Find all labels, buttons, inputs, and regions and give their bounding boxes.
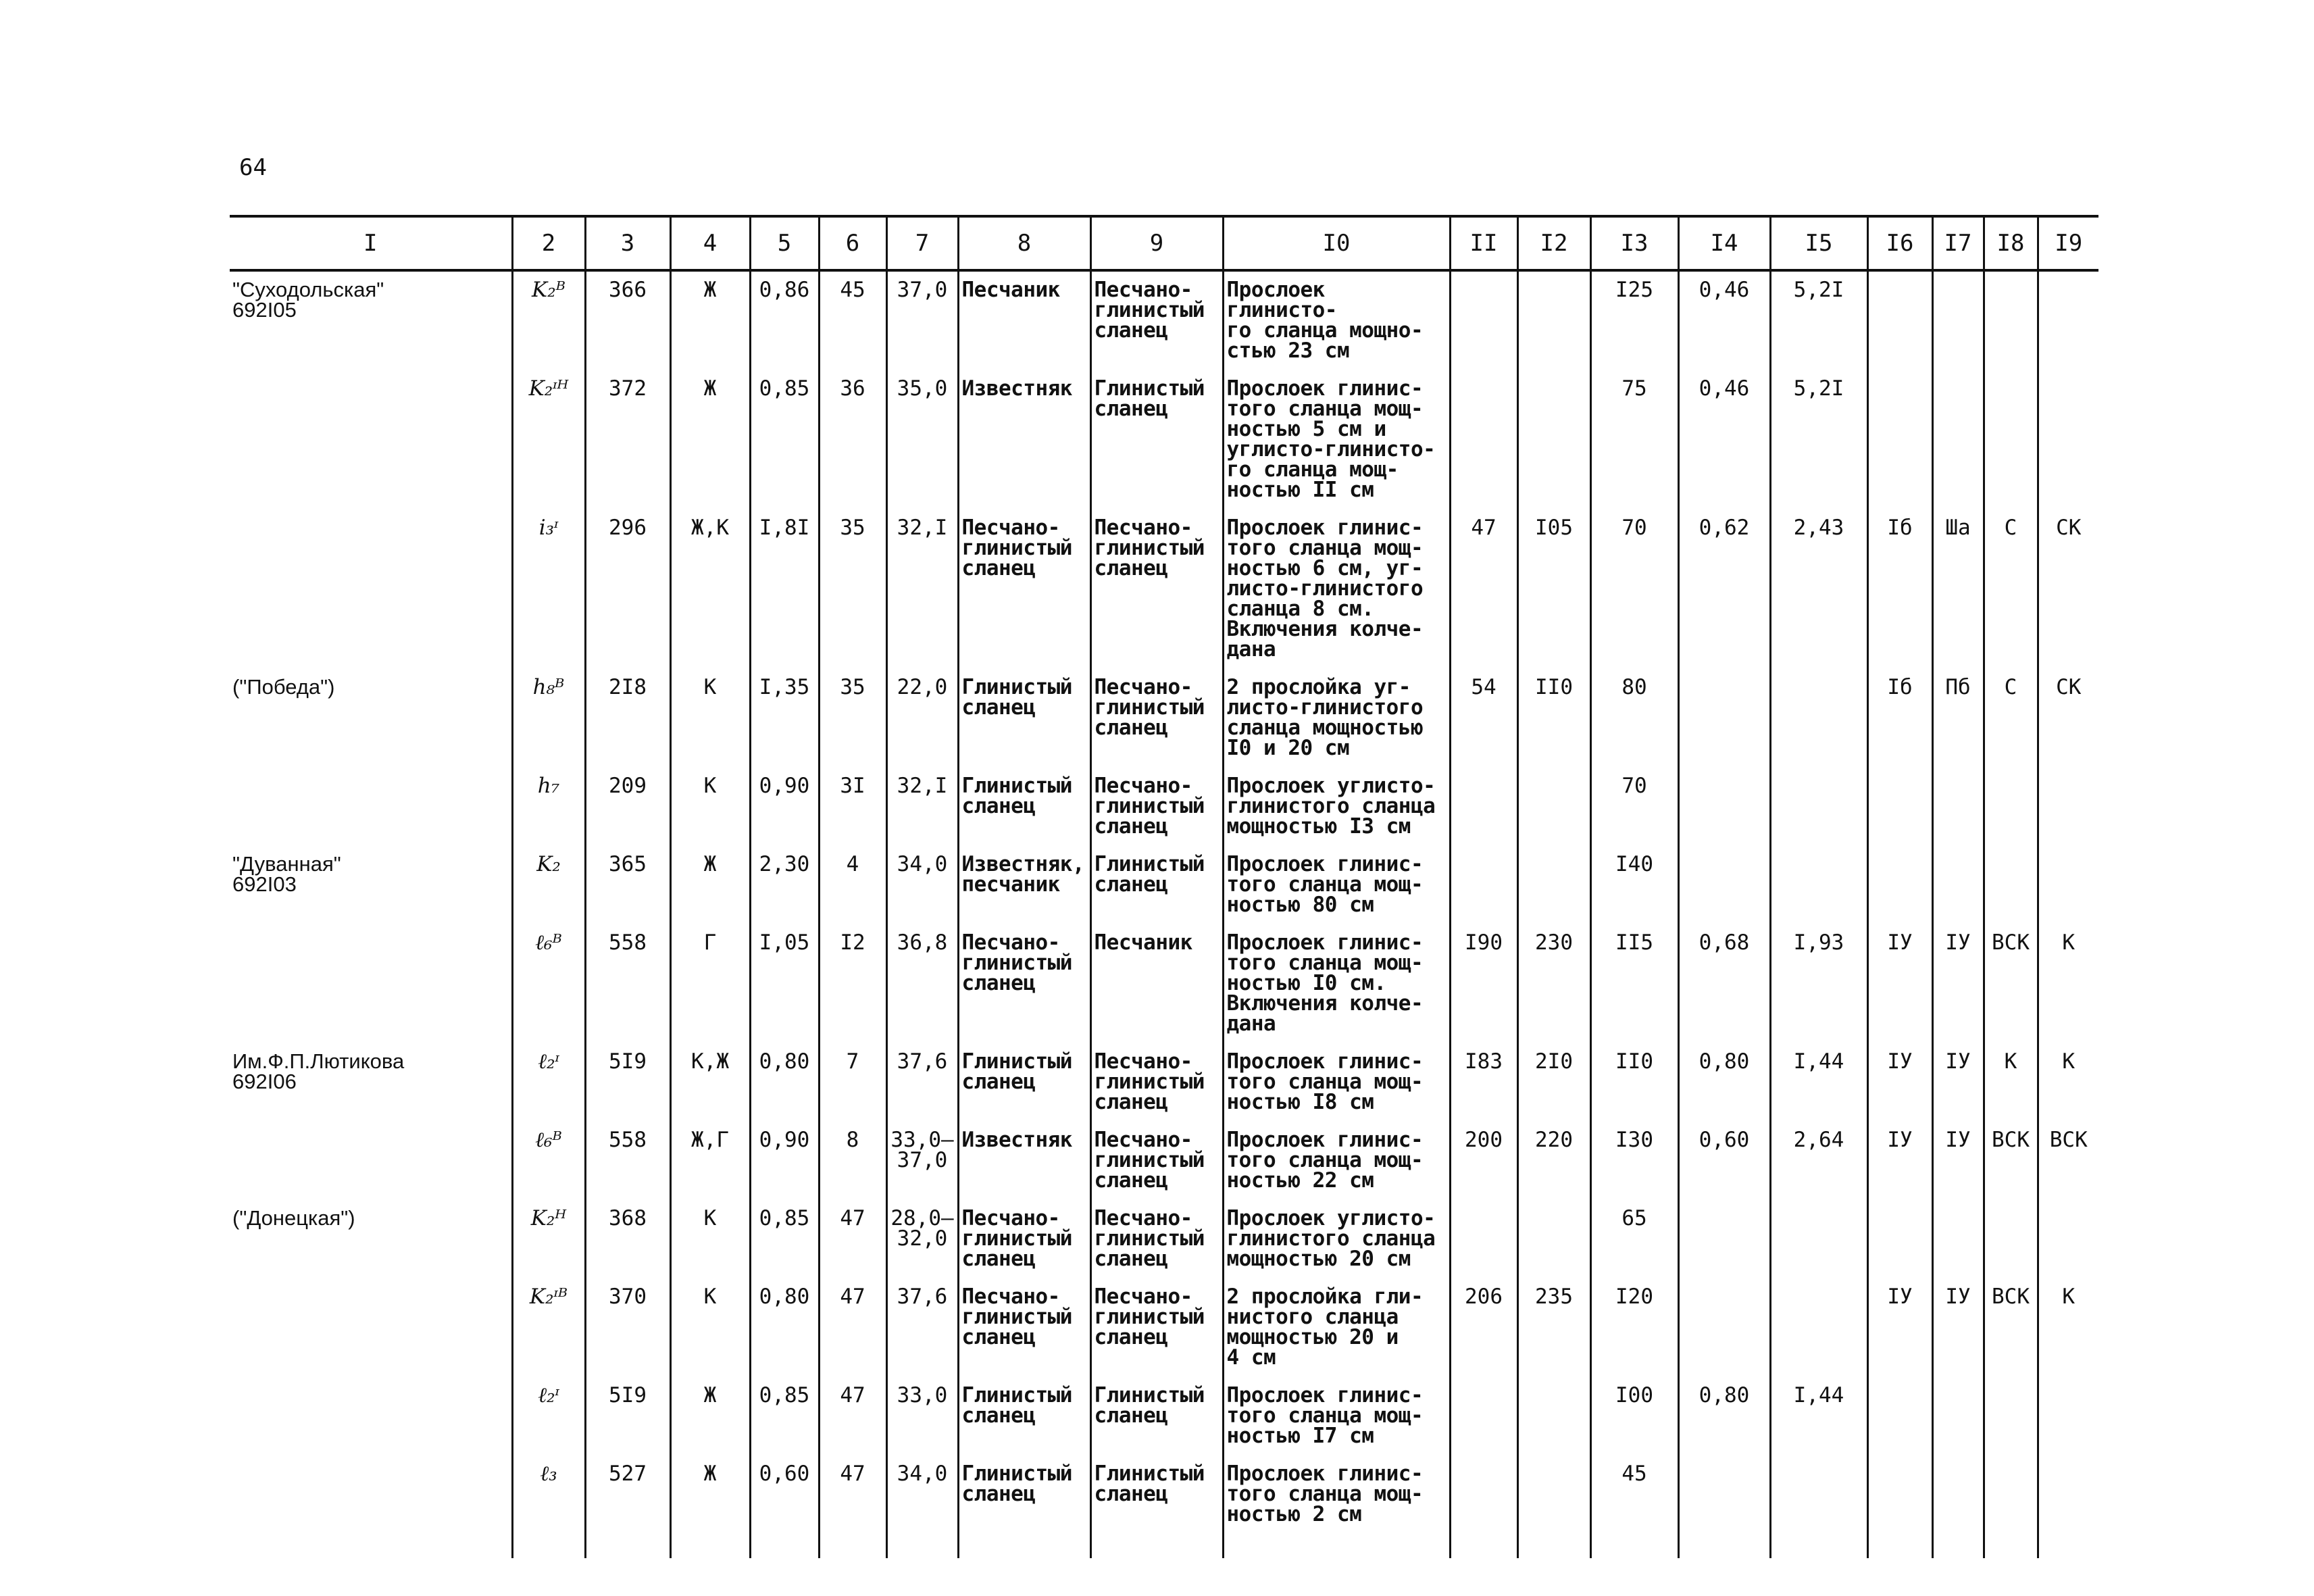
cell-col3: 209 bbox=[585, 768, 670, 846]
cell-col11 bbox=[1450, 1200, 1517, 1278]
cell-col3: 2I8 bbox=[585, 669, 670, 768]
cell-col18 bbox=[1984, 1200, 2038, 1278]
cell-col19: К bbox=[2038, 1043, 2098, 1122]
cell-col14 bbox=[1678, 669, 1770, 768]
cell-col3: 5I9 bbox=[585, 1043, 670, 1122]
column-header: I5 bbox=[1770, 216, 1867, 270]
cell-col16 bbox=[1867, 270, 1932, 370]
cell-col3: 365 bbox=[585, 846, 670, 924]
cell-col7: 34,0 bbox=[886, 846, 958, 924]
cell-col7: 37,0 bbox=[886, 270, 958, 370]
cell-col15: 2,43 bbox=[1770, 509, 1867, 669]
cell-roof-rock: Глинистый сланец bbox=[958, 768, 1090, 846]
cell-floor-rock: Глинистый сланец bbox=[1090, 1377, 1223, 1455]
cell-col17 bbox=[1932, 1455, 1984, 1558]
cell-col3: 368 bbox=[585, 1200, 670, 1278]
cell-col16 bbox=[1867, 370, 1932, 509]
cell-col14 bbox=[1678, 1278, 1770, 1377]
cell-col7: 36,8 bbox=[886, 924, 958, 1043]
cell-col6: 35 bbox=[819, 509, 886, 669]
column-header: II bbox=[1450, 216, 1517, 270]
cell-col4: Г bbox=[670, 924, 750, 1043]
column-header: 9 bbox=[1090, 216, 1223, 270]
cell-col12 bbox=[1517, 270, 1590, 370]
cell-col4: Ж,Г bbox=[670, 1122, 750, 1200]
cell-floor-rock: Глинистый сланец bbox=[1090, 846, 1223, 924]
cell-col13: 80 bbox=[1590, 669, 1678, 768]
cell-col15: 2,64 bbox=[1770, 1122, 1867, 1200]
cell-col14: 0,80 bbox=[1678, 1377, 1770, 1455]
cell-col12: 230 bbox=[1517, 924, 1590, 1043]
column-header: I8 bbox=[1984, 216, 2038, 270]
mine-name: ("Победа") bbox=[232, 675, 335, 699]
cell-col19 bbox=[2038, 1200, 2098, 1278]
cell-col12 bbox=[1517, 370, 1590, 509]
mine-name bbox=[230, 924, 512, 1043]
seam-index: K₂ bbox=[512, 846, 585, 924]
column-header: I7 bbox=[1932, 216, 1984, 270]
cell-col17: Шa bbox=[1932, 509, 1984, 669]
cell-col4: Ж bbox=[670, 1377, 750, 1455]
cell-parting-note: Прослоек глинис- того сланца мощ- ностью 6 см, уг- листо-глинистого сланца 8 см. Включения колче- дана bbox=[1223, 509, 1450, 669]
cell-col4: Ж bbox=[670, 1455, 750, 1558]
cell-col18: ВСК bbox=[1984, 924, 2038, 1043]
cell-col12 bbox=[1517, 846, 1590, 924]
cell-roof-rock: Глинистый сланец bbox=[958, 669, 1090, 768]
column-header: I0 bbox=[1223, 216, 1450, 270]
seam-index: h₇ bbox=[512, 768, 585, 846]
column-header: I4 bbox=[1678, 216, 1770, 270]
table-row bbox=[230, 669, 2098, 768]
cell-col11 bbox=[1450, 370, 1517, 509]
seam-index: i₃ᶦ bbox=[512, 509, 585, 669]
cell-col14 bbox=[1678, 1200, 1770, 1278]
cell-col15 bbox=[1770, 1455, 1867, 1558]
cell-col14 bbox=[1678, 1455, 1770, 1558]
cell-col18 bbox=[1984, 1377, 2038, 1455]
cell-col3: 5I9 bbox=[585, 1377, 670, 1455]
cell-col17 bbox=[1932, 1200, 1984, 1278]
cell-col12: 235 bbox=[1517, 1278, 1590, 1377]
column-header: 4 bbox=[670, 216, 750, 270]
cell-col17 bbox=[1932, 768, 1984, 846]
cell-parting-note: Прослоек глинис- того сланца мощ- ностью 2 см bbox=[1223, 1455, 1450, 1558]
cell-col18 bbox=[1984, 1455, 2038, 1558]
cell-col19: ВСК bbox=[2038, 1122, 2098, 1200]
cell-floor-rock: Песчано- глинистый сланец bbox=[1090, 1043, 1223, 1122]
cell-col15: I,93 bbox=[1770, 924, 1867, 1043]
cell-roof-rock: Песчано- глинистый сланец bbox=[958, 1200, 1090, 1278]
cell-col16 bbox=[1867, 768, 1932, 846]
cell-roof-rock: Глинистый сланец bbox=[958, 1377, 1090, 1455]
cell-col7: 35,0 bbox=[886, 370, 958, 509]
cell-col14: 0,46 bbox=[1678, 270, 1770, 370]
cell-col18: ВСК bbox=[1984, 1278, 2038, 1377]
column-header: 6 bbox=[819, 216, 886, 270]
cell-col7: 33,0 bbox=[886, 1377, 958, 1455]
seam-index: K₂ᴮ bbox=[512, 270, 585, 370]
cell-col15: 5,2I bbox=[1770, 370, 1867, 509]
cell-col4: К,Ж bbox=[670, 1043, 750, 1122]
cell-roof-rock: Песчано- глинистый сланец bbox=[958, 924, 1090, 1043]
table-row bbox=[230, 1200, 2098, 1278]
cell-col6: 7 bbox=[819, 1043, 886, 1122]
cell-col17 bbox=[1932, 270, 1984, 370]
cell-col16 bbox=[1867, 1377, 1932, 1455]
cell-col11: I90 bbox=[1450, 924, 1517, 1043]
cell-col7: 22,0 bbox=[886, 669, 958, 768]
cell-parting-note: Прослоек глинис- того сланца мощ- ностью 80 см bbox=[1223, 846, 1450, 924]
column-header: I2 bbox=[1517, 216, 1590, 270]
cell-col7: 34,0 bbox=[886, 1455, 958, 1558]
cell-col17: IУ bbox=[1932, 1278, 1984, 1377]
column-header: 2 bbox=[512, 216, 585, 270]
cell-col7: 28,0– 32,0 bbox=[886, 1200, 958, 1278]
mine-name bbox=[230, 1377, 512, 1455]
cell-col14: 0,68 bbox=[1678, 924, 1770, 1043]
cell-col11: I83 bbox=[1450, 1043, 1517, 1122]
table-row bbox=[230, 370, 2098, 509]
cell-col15 bbox=[1770, 669, 1867, 768]
column-header: 8 bbox=[958, 216, 1090, 270]
cell-col13: I20 bbox=[1590, 1278, 1678, 1377]
seam-index: ℓ₆ᴮ bbox=[512, 924, 585, 1043]
cell-col19: К bbox=[2038, 924, 2098, 1043]
column-header: I bbox=[230, 216, 512, 270]
mine-name: "Дуванная" 692I03 bbox=[232, 852, 341, 896]
column-header: I3 bbox=[1590, 216, 1678, 270]
cell-col7: 37,6 bbox=[886, 1043, 958, 1122]
cell-col5: 0,90 bbox=[750, 1122, 819, 1200]
seam-index: K₂ᴴ bbox=[512, 1200, 585, 1278]
cell-col16: IУ bbox=[1867, 924, 1932, 1043]
cell-col12: 2I0 bbox=[1517, 1043, 1590, 1122]
column-header: 7 bbox=[886, 216, 958, 270]
cell-col7: 37,6 bbox=[886, 1278, 958, 1377]
column-header: 3 bbox=[585, 216, 670, 270]
cell-roof-rock: Глинистый сланец bbox=[958, 1043, 1090, 1122]
table-row bbox=[230, 1377, 2098, 1455]
cell-col18 bbox=[1984, 846, 2038, 924]
cell-parting-note: 2 прослойка уг- листо-глинистого сланца мощностью I0 и 20 см bbox=[1223, 669, 1450, 768]
cell-col7: 32,I bbox=[886, 768, 958, 846]
cell-roof-rock: Песчаник bbox=[958, 270, 1090, 370]
cell-col6: 36 bbox=[819, 370, 886, 509]
cell-col12: II0 bbox=[1517, 669, 1590, 768]
cell-col11 bbox=[1450, 1377, 1517, 1455]
cell-col19: СК bbox=[2038, 509, 2098, 669]
cell-col5: 0,90 bbox=[750, 768, 819, 846]
cell-col18: С bbox=[1984, 669, 2038, 768]
cell-col13: I25 bbox=[1590, 270, 1678, 370]
cell-col11: 54 bbox=[1450, 669, 1517, 768]
cell-col19 bbox=[2038, 768, 2098, 846]
cell-col17: IУ bbox=[1932, 1122, 1984, 1200]
cell-col5: 0,86 bbox=[750, 270, 819, 370]
cell-floor-rock: Песчано- глинистый сланец bbox=[1090, 1200, 1223, 1278]
cell-col3: 366 bbox=[585, 270, 670, 370]
cell-col3: 558 bbox=[585, 1122, 670, 1200]
seam-index: ℓ₂ᶦ bbox=[512, 1377, 585, 1455]
mine-name: ("Донецкая") bbox=[232, 1206, 355, 1230]
cell-col18 bbox=[1984, 768, 2038, 846]
cell-col11 bbox=[1450, 846, 1517, 924]
cell-col18 bbox=[1984, 270, 2038, 370]
page-number: 64 bbox=[239, 154, 267, 181]
mine-name: Им.Ф.П.Лютикова 692I06 bbox=[232, 1049, 405, 1093]
cell-floor-rock: Песчано- глинистый сланец bbox=[1090, 509, 1223, 669]
cell-col13: I40 bbox=[1590, 846, 1678, 924]
mine-name bbox=[230, 370, 512, 509]
cell-col5: 0,85 bbox=[750, 1377, 819, 1455]
cell-col19 bbox=[2038, 370, 2098, 509]
cell-col5: 0,85 bbox=[750, 1200, 819, 1278]
cell-col11 bbox=[1450, 270, 1517, 370]
cell-col12: 220 bbox=[1517, 1122, 1590, 1200]
cell-col15 bbox=[1770, 1200, 1867, 1278]
cell-col14 bbox=[1678, 768, 1770, 846]
seam-index: h₈ᴮ bbox=[512, 669, 585, 768]
mine-name bbox=[230, 1122, 512, 1200]
cell-col4: Ж bbox=[670, 270, 750, 370]
cell-col5: I,05 bbox=[750, 924, 819, 1043]
cell-col13: 70 bbox=[1590, 768, 1678, 846]
cell-col19 bbox=[2038, 1377, 2098, 1455]
cell-col11: 47 bbox=[1450, 509, 1517, 669]
cell-parting-note: Прослоек глинис- того сланца мощ- ностью I0 см. Включения колче- дана bbox=[1223, 924, 1450, 1043]
cell-col17 bbox=[1932, 370, 1984, 509]
cell-parting-note: Прослоек глинис- того сланца мощ- ностью I7 см bbox=[1223, 1377, 1450, 1455]
cell-col14: 0,62 bbox=[1678, 509, 1770, 669]
cell-col12 bbox=[1517, 1377, 1590, 1455]
seam-index: ℓ₂ᶦ bbox=[512, 1043, 585, 1122]
cell-col4: Ж bbox=[670, 370, 750, 509]
cell-parting-note: Прослоек глинис- того сланца мощ- ностью 5 см и углисто-глинисто- го сланца мощ- ностью II см bbox=[1223, 370, 1450, 509]
cell-col17: IУ bbox=[1932, 1043, 1984, 1122]
cell-roof-rock: Известняк bbox=[958, 370, 1090, 509]
cell-col13: 70 bbox=[1590, 509, 1678, 669]
cell-col12 bbox=[1517, 1200, 1590, 1278]
cell-col12: I05 bbox=[1517, 509, 1590, 669]
cell-col3: 372 bbox=[585, 370, 670, 509]
cell-col13: 75 bbox=[1590, 370, 1678, 509]
cell-col15 bbox=[1770, 768, 1867, 846]
data-table bbox=[230, 215, 2098, 1558]
cell-col5: 2,30 bbox=[750, 846, 819, 924]
cell-col5: 0,80 bbox=[750, 1043, 819, 1122]
cell-col11 bbox=[1450, 1455, 1517, 1558]
column-header: I9 bbox=[2038, 216, 2098, 270]
cell-col6: 47 bbox=[819, 1377, 886, 1455]
cell-col6: 35 bbox=[819, 669, 886, 768]
cell-col6: 8 bbox=[819, 1122, 886, 1200]
cell-col15 bbox=[1770, 1278, 1867, 1377]
mine-name bbox=[230, 768, 512, 846]
table-row bbox=[230, 1278, 2098, 1377]
cell-col4: К bbox=[670, 1200, 750, 1278]
cell-col6: 4 bbox=[819, 846, 886, 924]
cell-col17 bbox=[1932, 1377, 1984, 1455]
cell-col4: К bbox=[670, 669, 750, 768]
cell-roof-rock: Песчано- глинистый сланец bbox=[958, 509, 1090, 669]
cell-col6: 47 bbox=[819, 1278, 886, 1377]
cell-col4: К bbox=[670, 768, 750, 846]
cell-col5: 0,80 bbox=[750, 1278, 819, 1377]
cell-col4: К bbox=[670, 1278, 750, 1377]
mine-name bbox=[230, 1278, 512, 1377]
cell-floor-rock: Песчано- глинистый сланец bbox=[1090, 768, 1223, 846]
cell-col11 bbox=[1450, 768, 1517, 846]
cell-col19 bbox=[2038, 1455, 2098, 1558]
cell-parting-note: Прослоек глинисто- го сланца мощно- стью 23 см bbox=[1223, 270, 1450, 370]
cell-col15 bbox=[1770, 846, 1867, 924]
cell-col19: СК bbox=[2038, 669, 2098, 768]
cell-floor-rock: Песчано- глинистый сланец bbox=[1090, 669, 1223, 768]
cell-col13: I30 bbox=[1590, 1122, 1678, 1200]
cell-col5: I,35 bbox=[750, 669, 819, 768]
table-row bbox=[230, 846, 2098, 924]
column-header: 5 bbox=[750, 216, 819, 270]
cell-col16: IУ bbox=[1867, 1122, 1932, 1200]
seam-index: ℓ₃ bbox=[512, 1455, 585, 1558]
table-body bbox=[230, 270, 2098, 1558]
cell-col16 bbox=[1867, 1200, 1932, 1278]
cell-col13: I00 bbox=[1590, 1377, 1678, 1455]
cell-parting-note: Прослоек углисто- глинистого сланца мощностью I3 см bbox=[1223, 768, 1450, 846]
cell-col5: I,8I bbox=[750, 509, 819, 669]
mine-name bbox=[230, 509, 512, 669]
cell-col6: 47 bbox=[819, 1200, 886, 1278]
cell-floor-rock: Песчано- глинистый сланец bbox=[1090, 270, 1223, 370]
cell-roof-rock: Песчано- глинистый сланец bbox=[958, 1278, 1090, 1377]
cell-col6: 45 bbox=[819, 270, 886, 370]
cell-col17: Пб bbox=[1932, 669, 1984, 768]
cell-col13: 45 bbox=[1590, 1455, 1678, 1558]
cell-col13: II5 bbox=[1590, 924, 1678, 1043]
cell-col6: 3I bbox=[819, 768, 886, 846]
cell-col3: 527 bbox=[585, 1455, 670, 1558]
cell-col5: 0,60 bbox=[750, 1455, 819, 1558]
table-row bbox=[230, 1455, 2098, 1558]
header-row bbox=[230, 216, 2098, 270]
seam-index: K₂ᶦᴮ bbox=[512, 1278, 585, 1377]
cell-col5: 0,85 bbox=[750, 370, 819, 509]
cell-col18 bbox=[1984, 370, 2038, 509]
seam-index: ℓ₆ᴮ bbox=[512, 1122, 585, 1200]
cell-col18: К bbox=[1984, 1043, 2038, 1122]
cell-col6: I2 bbox=[819, 924, 886, 1043]
cell-roof-rock: Известняк, песчаник bbox=[958, 846, 1090, 924]
cell-col16: Iб bbox=[1867, 509, 1932, 669]
cell-col4: Ж bbox=[670, 846, 750, 924]
cell-col14: 0,80 bbox=[1678, 1043, 1770, 1122]
cell-parting-note: Прослоек глинис- того сланца мощ- ностью 22 см bbox=[1223, 1122, 1450, 1200]
cell-col18: ВСК bbox=[1984, 1122, 2038, 1200]
cell-col6: 47 bbox=[819, 1455, 886, 1558]
cell-col12 bbox=[1517, 768, 1590, 846]
cell-col15: I,44 bbox=[1770, 1043, 1867, 1122]
cell-col7: 32,I bbox=[886, 509, 958, 669]
cell-col15: I,44 bbox=[1770, 1377, 1867, 1455]
table-row bbox=[230, 1043, 2098, 1122]
cell-col12 bbox=[1517, 1455, 1590, 1558]
cell-col7: 33,0– 37,0 bbox=[886, 1122, 958, 1200]
cell-col16 bbox=[1867, 846, 1932, 924]
cell-col15: 5,2I bbox=[1770, 270, 1867, 370]
cell-col16: IУ bbox=[1867, 1043, 1932, 1122]
cell-floor-rock: Песчаник bbox=[1090, 924, 1223, 1043]
mine-name bbox=[230, 1455, 512, 1558]
cell-floor-rock: Песчано- глинистый сланец bbox=[1090, 1278, 1223, 1377]
cell-col14: 0,60 bbox=[1678, 1122, 1770, 1200]
cell-floor-rock: Песчано- глинистый сланец bbox=[1090, 1122, 1223, 1200]
column-header: I6 bbox=[1867, 216, 1932, 270]
table-row bbox=[230, 509, 2098, 669]
cell-col16: Iб bbox=[1867, 669, 1932, 768]
cell-parting-note: Прослоек глинис- того сланца мощ- ностью I8 см bbox=[1223, 1043, 1450, 1122]
cell-parting-note: 2 прослойка гли- нистого сланца мощностью 20 и 4 см bbox=[1223, 1278, 1450, 1377]
cell-roof-rock: Глинистый сланец bbox=[958, 1455, 1090, 1558]
cell-floor-rock: Глинистый сланец bbox=[1090, 370, 1223, 509]
cell-col14: 0,46 bbox=[1678, 370, 1770, 509]
cell-col4: Ж,К bbox=[670, 509, 750, 669]
table-row bbox=[230, 1122, 2098, 1200]
table-row bbox=[230, 924, 2098, 1043]
cell-roof-rock: Известняк bbox=[958, 1122, 1090, 1200]
cell-col13: 65 bbox=[1590, 1200, 1678, 1278]
cell-col3: 370 bbox=[585, 1278, 670, 1377]
table-row bbox=[230, 768, 2098, 846]
cell-col19 bbox=[2038, 846, 2098, 924]
cell-col17: IУ bbox=[1932, 924, 1984, 1043]
cell-col13: II0 bbox=[1590, 1043, 1678, 1122]
cell-col18: С bbox=[1984, 509, 2038, 669]
cell-col17 bbox=[1932, 846, 1984, 924]
seam-index: K₂ᶦᴴ bbox=[512, 370, 585, 509]
cell-col11: 200 bbox=[1450, 1122, 1517, 1200]
cell-floor-rock: Глинистый сланец bbox=[1090, 1455, 1223, 1558]
cell-col11: 206 bbox=[1450, 1278, 1517, 1377]
cell-col16 bbox=[1867, 1455, 1932, 1558]
cell-col19: К bbox=[2038, 1278, 2098, 1377]
cell-col19 bbox=[2038, 270, 2098, 370]
table-row bbox=[230, 270, 2098, 370]
cell-col3: 558 bbox=[585, 924, 670, 1043]
mine-name: "Суходольская" 692I05 bbox=[232, 278, 384, 322]
cell-parting-note: Прослоек углисто- глинистого сланца мощностью 20 см bbox=[1223, 1200, 1450, 1278]
cell-col3: 296 bbox=[585, 509, 670, 669]
cell-col16: IУ bbox=[1867, 1278, 1932, 1377]
cell-col14 bbox=[1678, 846, 1770, 924]
